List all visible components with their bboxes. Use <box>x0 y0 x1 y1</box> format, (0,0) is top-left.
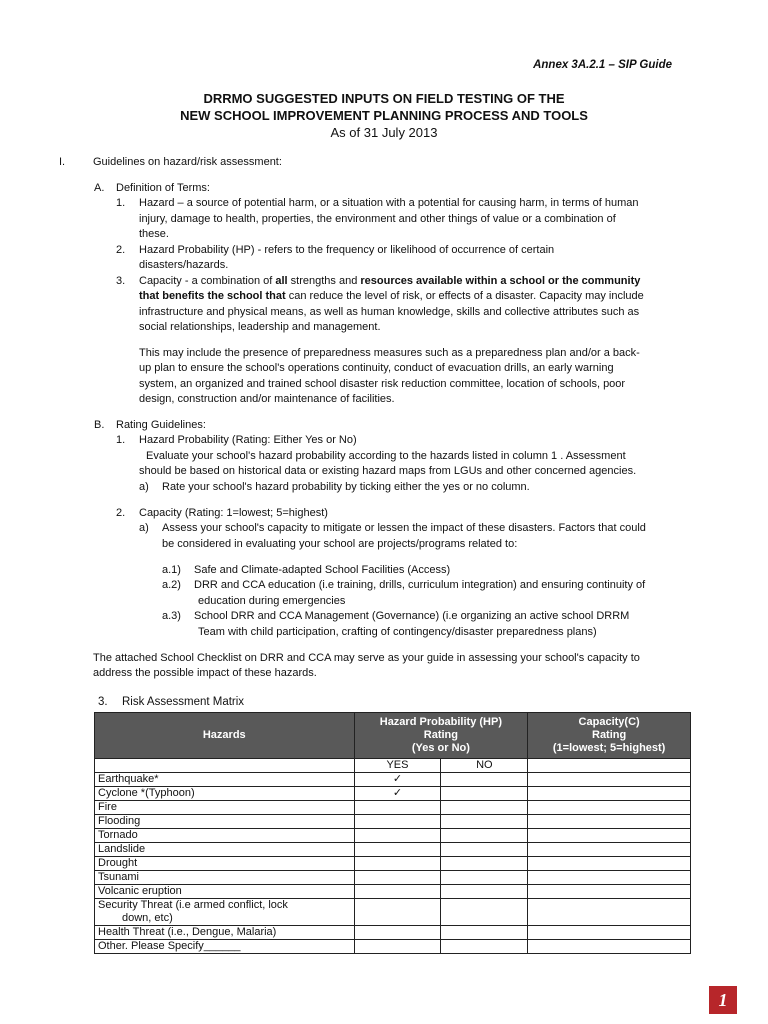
no-cell[interactable] <box>441 843 528 857</box>
section-heading: Guidelines on hazard/risk assessment: <box>93 156 282 168</box>
factor-education-line: education during emergencies <box>198 595 346 607</box>
definition-capacity <box>139 274 640 290</box>
closing-line: address the possible impact of these hazards. <box>93 667 317 679</box>
capacity-cell[interactable] <box>528 940 691 954</box>
rating-hp-line: Evaluate your school's hazard probability according to the hazards listed in column 1 . Assessment <box>146 450 626 462</box>
list-subletter: a.1) <box>162 564 181 576</box>
table-row <box>95 815 691 829</box>
capacity-cell[interactable] <box>528 843 691 857</box>
table-row <box>95 801 691 815</box>
paragraph-line: up plan to ensure the school's operations continuity, conduct of evacuation drills, an early warning <box>139 362 614 374</box>
hazard-name: Fire <box>98 801 117 813</box>
subheader-yes: YES <box>354 759 441 773</box>
hazard-name: Health Threat (i.e., Dengue, Malaria) <box>98 926 277 938</box>
hazard-cell <box>95 773 355 787</box>
hazard-cell <box>95 815 355 829</box>
list-letter: a) <box>139 481 149 493</box>
definition-hazard-probability: Hazard Probability (HP) - refers to the frequency or likelihood of occurrence of certain <box>139 244 555 256</box>
subheader-no: NO <box>441 759 528 773</box>
no-cell[interactable] <box>441 940 528 954</box>
title-date: As of 31 July 2013 <box>330 125 438 140</box>
no-cell[interactable] <box>441 801 528 815</box>
rating-capacity-line: Assess your school's capacity to mitigate or lessen the impact of these disasters. Factors that could <box>162 522 646 534</box>
table-row <box>95 829 691 843</box>
title-line-1: DRRMO SUGGESTED INPUTS ON FIELD TESTING OF THE <box>203 91 565 106</box>
hazard-cell <box>95 885 355 899</box>
definition-hazard-line: injury, damage to health, properties, the environment and other things of value or a combination of <box>139 213 616 225</box>
capacity-cell[interactable] <box>528 871 691 885</box>
list-letter: a) <box>139 522 149 534</box>
list-number: 3. <box>116 275 126 287</box>
definition-hazard-line: these. <box>139 228 169 240</box>
header-hazards: Hazards <box>95 713 355 759</box>
title-line-2: NEW SCHOOL IMPROVEMENT PLANNING PROCESS AND TOOLS <box>180 108 588 123</box>
capacity-emphasis: all <box>275 275 288 287</box>
subsection-label: B. <box>94 419 105 431</box>
capacity-cell[interactable] <box>528 773 691 787</box>
capacity-emphasis: resources available within a school or the community <box>360 275 641 287</box>
hazard-cell <box>95 940 355 954</box>
rating-capacity-heading: Capacity (Rating: 1=lowest; 5=highest) <box>139 507 328 519</box>
definition-capacity-line <box>139 289 644 305</box>
capacity-cell[interactable] <box>528 899 691 926</box>
table-row <box>95 926 691 940</box>
factor-management-line: Team with child participation, crafting of contingency/disaster preparedness plans) <box>198 626 597 638</box>
yes-cell[interactable] <box>354 926 441 940</box>
hazard-cell <box>95 801 355 815</box>
no-cell[interactable] <box>441 787 528 801</box>
header-cap-line: Capacity(C) <box>578 716 640 728</box>
no-cell[interactable] <box>441 773 528 787</box>
header-cap-line: (1=lowest; 5=highest) <box>552 742 666 754</box>
definition-capacity-line: infrastructure and physical means, as well as human knowledge, skills and collective attributes such as <box>139 306 640 318</box>
list-subletter: a.2) <box>162 579 181 591</box>
table-row <box>95 940 691 954</box>
capacity-cell[interactable] <box>528 857 691 871</box>
list-number: 1. <box>116 197 126 209</box>
risk-assessment-matrix <box>94 712 691 954</box>
table-row <box>95 857 691 871</box>
yes-cell[interactable] <box>354 801 441 815</box>
hazard-name: Tsunami <box>98 871 139 883</box>
yes-cell[interactable]: ✓ <box>354 787 441 801</box>
hazard-cell <box>95 843 355 857</box>
hazard-name: Security Threat (i.e armed conflict, lock <box>98 899 288 911</box>
rating-hp-heading: Hazard Probability (Rating: Either Yes or No) <box>139 434 357 446</box>
hazard-cell <box>95 857 355 871</box>
subsection-heading: Rating Guidelines: <box>116 419 206 431</box>
hazard-name: Tornado <box>98 829 138 841</box>
rating-hp-instruction: Rate your school's hazard probability by ticking either the yes or no column. <box>162 481 530 493</box>
yes-cell[interactable] <box>354 843 441 857</box>
table-row <box>95 899 691 926</box>
paragraph-line: system, an organized and trained school disaster risk reduction committee, location of schools, poor <box>139 378 626 390</box>
header-hazard-probability <box>354 713 528 759</box>
document-title <box>0 90 768 141</box>
hazard-name: Cyclone *(Typhoon) <box>98 787 195 799</box>
yes-cell[interactable] <box>354 871 441 885</box>
yes-cell[interactable] <box>354 815 441 829</box>
no-cell[interactable] <box>441 871 528 885</box>
empty-cell <box>95 759 355 773</box>
yes-cell[interactable] <box>354 857 441 871</box>
paragraph-line: design, construction and/or maintenance of facilities. <box>139 393 395 405</box>
hazard-cell <box>95 926 355 940</box>
capacity-text: Capacity - a combination of <box>139 275 276 287</box>
annex-label: Annex 3A.2.1 – SIP Guide <box>533 59 672 71</box>
factor-facilities: Safe and Climate-adapted School Facilities (Access) <box>194 564 451 576</box>
no-cell[interactable] <box>441 926 528 940</box>
page-number: 1 <box>709 986 737 1014</box>
capacity-cell[interactable] <box>528 926 691 940</box>
definition-hp-line: disasters/hazards. <box>139 259 229 271</box>
hazard-name: Drought <box>98 857 138 869</box>
list-number: 2. <box>116 244 126 256</box>
capacity-emphasis: that benefits the school that <box>139 290 286 302</box>
empty-cell <box>528 759 691 773</box>
no-cell[interactable] <box>441 885 528 899</box>
hazard-name: Other. Please Specify______ <box>98 940 241 952</box>
header-cap-line: Rating <box>592 729 627 741</box>
yes-cell[interactable] <box>354 940 441 954</box>
capacity-cell[interactable] <box>528 801 691 815</box>
subsection-label: A. <box>94 182 105 194</box>
hazard-name: Earthquake* <box>98 773 159 785</box>
hazard-name: Flooding <box>98 815 141 827</box>
no-cell[interactable] <box>441 829 528 843</box>
paragraph-line: This may include the presence of preparedness measures such as a preparedness plan and/or a back- <box>139 347 640 359</box>
capacity-text: can reduce the level of risk, or effects of a disaster. Capacity may include <box>285 290 644 302</box>
no-cell[interactable] <box>441 857 528 871</box>
rating-capacity-line: be considered in evaluating your school are projects/programs related to: <box>162 538 518 550</box>
hazard-cell <box>95 787 355 801</box>
definition-hazard: Hazard – a source of potential harm, or a situation with a potential for causing harm, in terms of human <box>139 197 639 209</box>
yes-cell[interactable] <box>354 899 441 926</box>
capacity-cell[interactable] <box>528 787 691 801</box>
hazard-cell <box>95 871 355 885</box>
table-row <box>95 885 691 899</box>
hazard-cell <box>95 899 355 926</box>
table-row <box>95 773 691 787</box>
definition-capacity-line: social relationships, leadership and management. <box>139 321 381 333</box>
header-hp-line: Rating <box>423 729 458 741</box>
no-cell[interactable] <box>441 899 528 926</box>
header-hp-line: Hazard Probability (HP) <box>379 716 502 728</box>
capacity-text: strengths and <box>287 275 361 287</box>
table-row <box>95 843 691 857</box>
matrix-number: 3. <box>98 696 108 708</box>
factor-education: DRR and CCA education (i.e training, drills, curriculum integration) and ensuring continuity of <box>194 579 646 591</box>
yes-cell[interactable]: ✓ <box>354 773 441 787</box>
subheader-row <box>95 759 691 773</box>
table-row <box>95 787 691 801</box>
list-number: 1. <box>116 434 126 446</box>
header-hp-line: (Yes or No) <box>411 742 470 754</box>
rating-hp-line: should be based on historical data or existing hazard maps from LGUs and other concerned agencies. <box>139 465 637 477</box>
no-cell[interactable] <box>441 815 528 829</box>
matrix-title: Risk Assessment Matrix <box>122 696 245 708</box>
capacity-cell[interactable] <box>528 885 691 899</box>
section-number: I. <box>59 156 66 168</box>
hazard-cell <box>95 829 355 843</box>
list-number: 2. <box>116 507 126 519</box>
capacity-cell[interactable] <box>528 815 691 829</box>
subsection-heading: Definition of Terms: <box>116 182 210 194</box>
closing-line: The attached School Checklist on DRR and CCA may serve as your guide in assessing your school's capacity to <box>93 652 640 664</box>
factor-management: School DRR and CCA Management (Governance) (i.e organizing an active school DRRM <box>194 610 630 622</box>
header-capacity <box>528 713 691 759</box>
table-row <box>95 871 691 885</box>
hazard-name: Landslide <box>98 843 146 855</box>
list-subletter: a.3) <box>162 610 181 622</box>
yes-cell[interactable] <box>354 829 441 843</box>
hazard-name: Volcanic eruption <box>98 885 182 897</box>
yes-cell[interactable] <box>354 885 441 899</box>
hazard-name-continued: down, etc) <box>122 912 173 924</box>
capacity-cell[interactable] <box>528 829 691 843</box>
